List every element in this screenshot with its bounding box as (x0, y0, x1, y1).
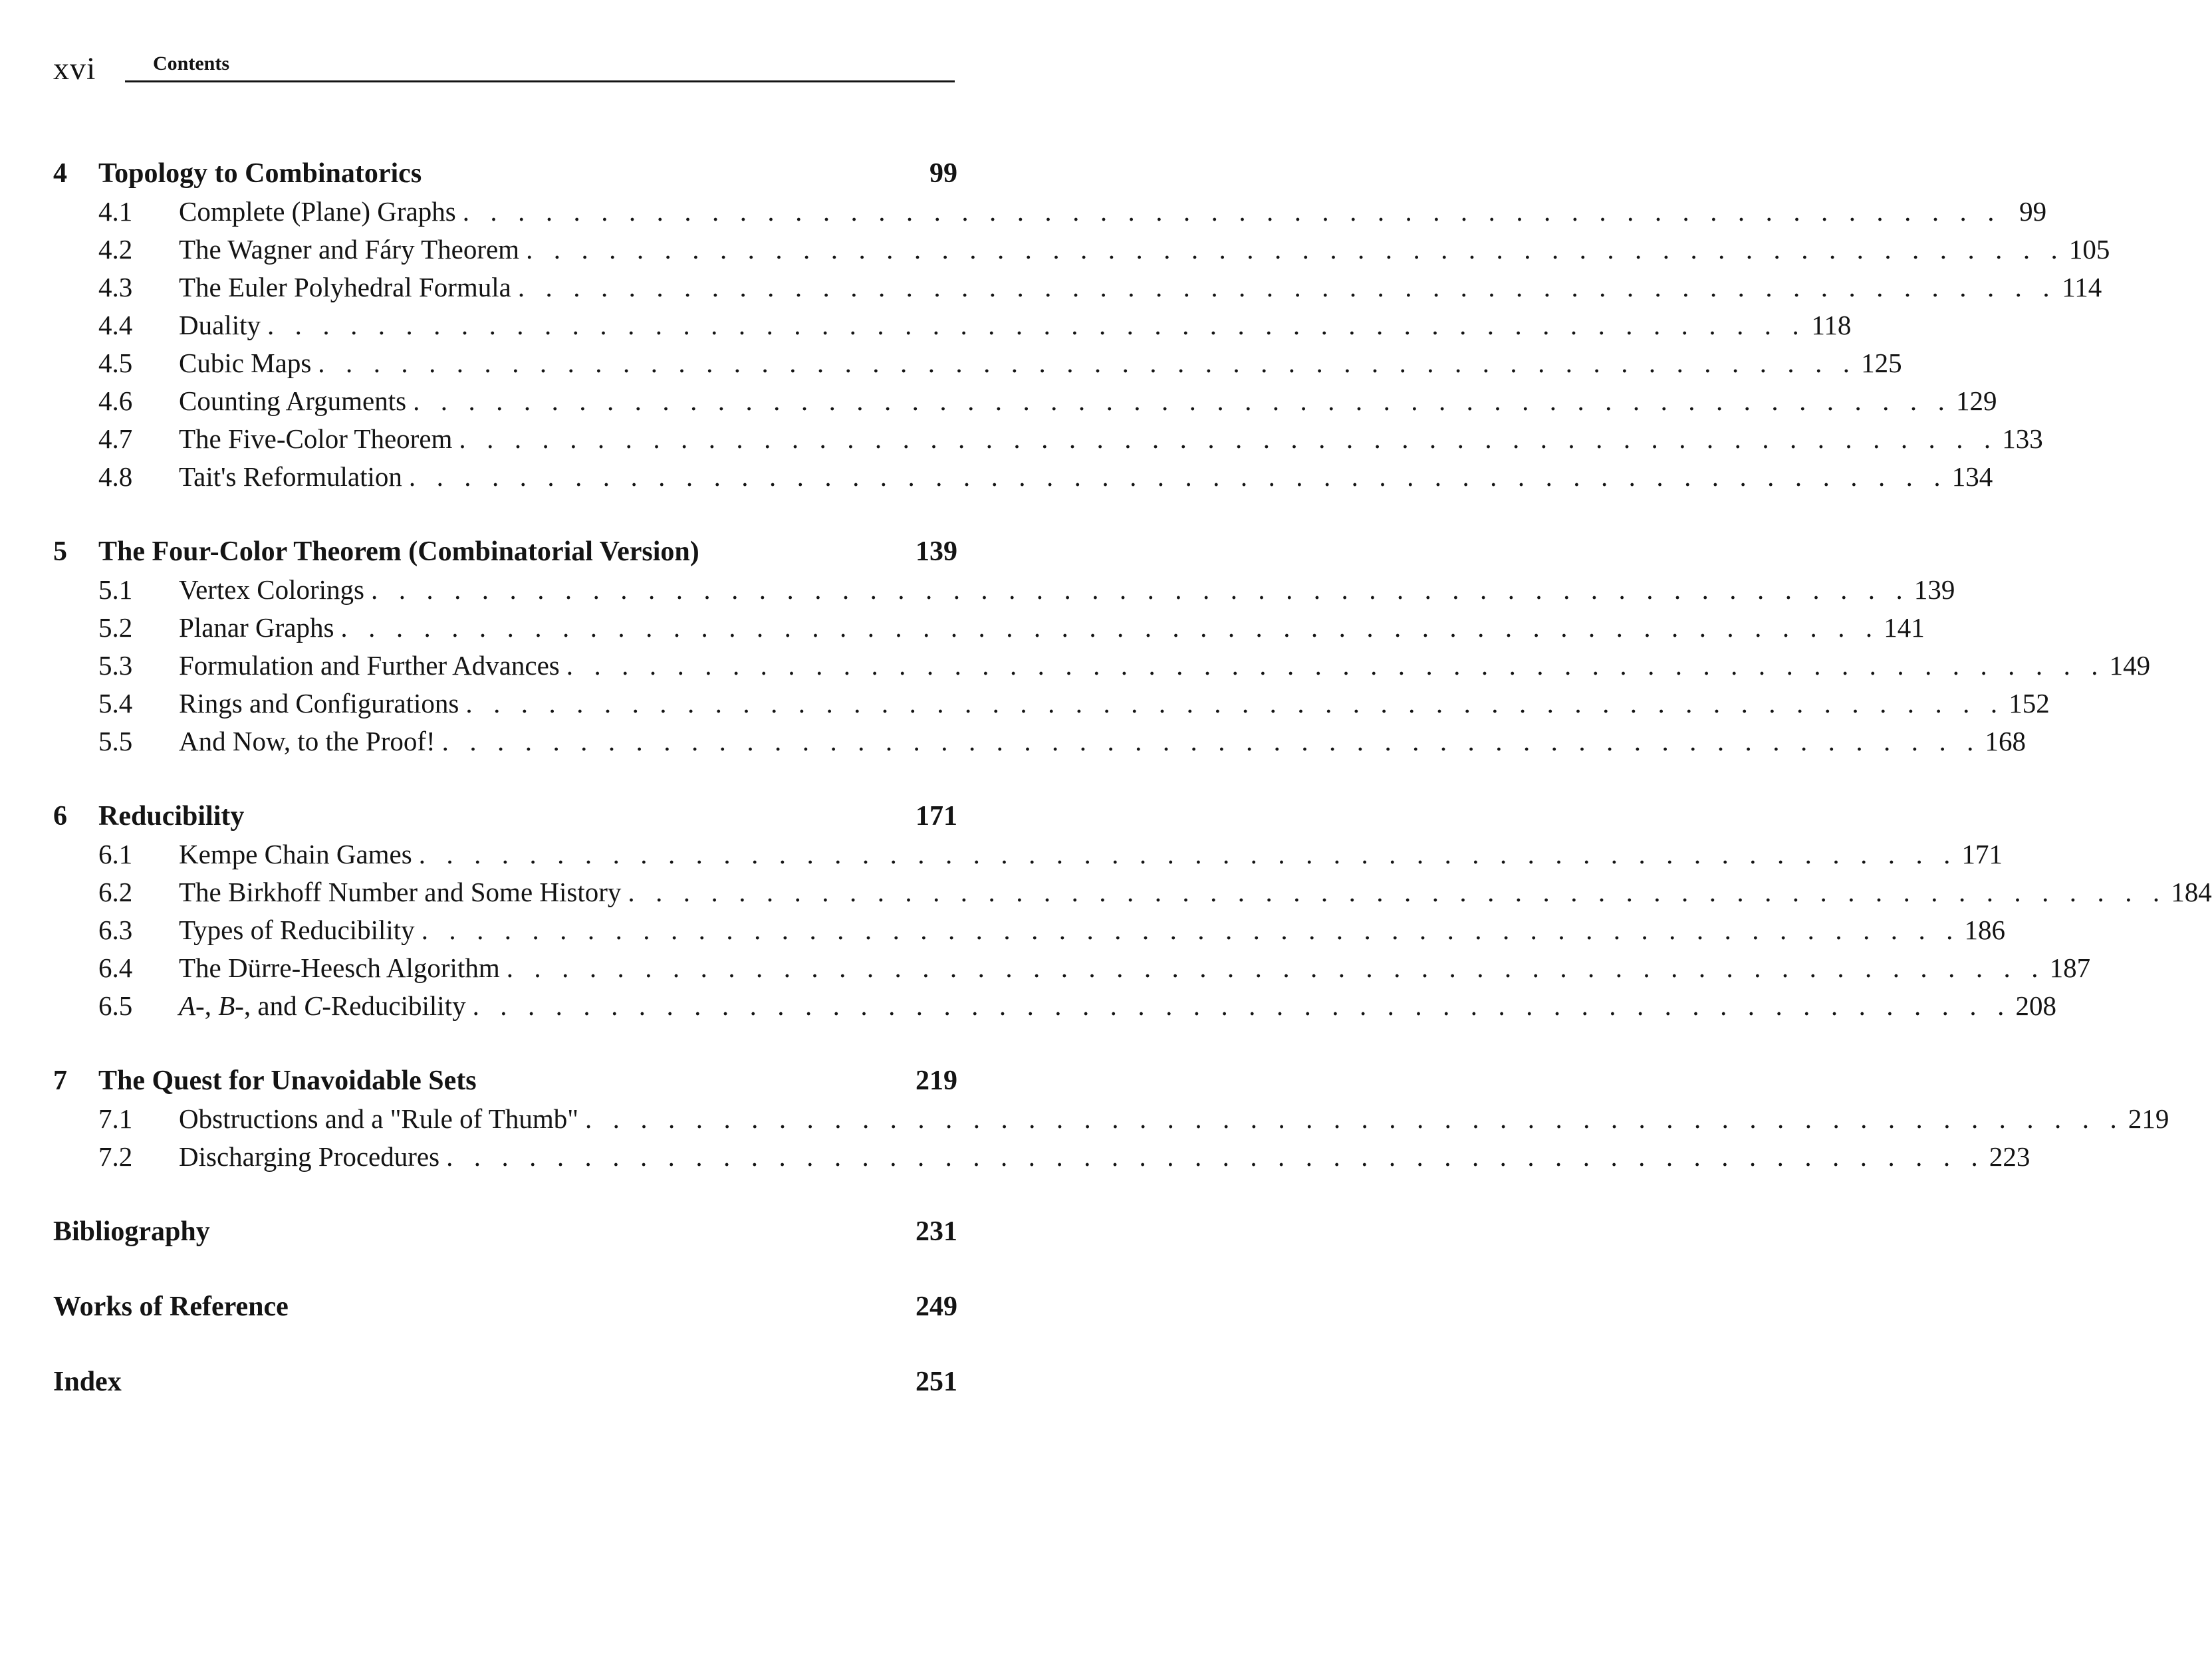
dot-leader: . . . . . . . . . . . . . . . . . . . . . . . . . . . . . . . . . . . . . . . . . . . . . . . . . . . . . . . . (628, 877, 2167, 907)
section-title: Planar Graphs (179, 612, 334, 643)
dot-leader: . . . . . . . . . . . . . . . . . . . . . . . . . . . . . . . . . . . . . . . . . . . . . . . . . . . . . . . . (318, 348, 1857, 378)
section-page-number: 184 (2171, 877, 2212, 907)
chapter-page-number: 171 (916, 801, 957, 832)
chapter-number: 4 (53, 158, 67, 189)
section-title: The Euler Polyhedral Formula (179, 272, 511, 302)
section-title: Counting Arguments (179, 386, 407, 416)
section-title-part: C (303, 990, 322, 1021)
chapter-title: Topology to Combinatorics (98, 158, 422, 189)
section-page-number: 186 (1964, 915, 2006, 945)
section-page-number: 219 (2128, 1103, 2169, 1134)
section-number: 6.3 (98, 915, 133, 945)
section-page-number: 149 (2109, 650, 2151, 681)
section-title-part: -, (195, 990, 219, 1021)
section-number: 4.2 (98, 234, 133, 265)
chapter-number: 6 (53, 801, 67, 832)
section-title: The Birkhoff Number and Some History (179, 877, 622, 907)
chapter-heading (53, 1061, 957, 1100)
chapter-page-number: 99 (929, 158, 957, 189)
toc-section (53, 911, 2006, 949)
dot-leader: . . . . . . . . . . . . . . . . . . . . . . . . . . . . . . . . . . . . . . . . . . . . . . . . . . . . . . . . (506, 952, 2046, 983)
dot-leader: . . . . . . . . . . . . . . . . . . . . . . . . . . . . . . . . . . . . . . . . . . . . . . . . . . . . . . . . (340, 612, 1880, 643)
section-number: 5.1 (98, 574, 133, 605)
toc-section (53, 306, 1852, 344)
dot-leader: . . . . . . . . . . . . . . . . . . . . . . . . . . . . . . . . . . . . . . . . . . . . . . . . . . . . . . . . (421, 915, 1961, 945)
section-page-number: 129 (1955, 386, 1997, 416)
section-page-number: 171 (1961, 839, 2003, 869)
section-number: 4.3 (98, 272, 133, 302)
dot-leader: . . . . . . . . . . . . . . . . . . . . . . . . . . . . . . . . . . . . . . . . . . . . . . . . . . . . . . . . (371, 574, 1910, 605)
toc-section (53, 344, 1902, 382)
section-title: Rings and Configurations (179, 688, 459, 719)
toc-section (53, 231, 2110, 269)
section-number: 4.5 (98, 348, 133, 378)
section-title: Vertex Colorings (179, 574, 364, 605)
section-page-number: 168 (1985, 726, 2027, 756)
toc-chapter (53, 532, 2151, 760)
toc-section (53, 873, 2212, 911)
dot-leader: . . . . . . . . . . . . . . . . . . . . . . . . . . . . . . . . . . . . . . . . . . . . . . . . . . . . . . . . (517, 272, 2057, 302)
chapter-number: 5 (53, 536, 67, 567)
running-header (53, 48, 955, 88)
toc-section (53, 836, 2003, 873)
backmatter-page-number: 231 (916, 1216, 957, 1247)
section-title: Types of Reducibility (179, 915, 415, 945)
section-title: Discharging Procedures (179, 1141, 440, 1172)
section-title: The Five-Color Theorem (179, 423, 453, 454)
section-number: 4.1 (98, 196, 133, 227)
section-title-part: -, and (235, 990, 304, 1021)
toc-section (53, 1138, 2030, 1176)
dot-leader: . . . . . . . . . . . . . . . . . . . . . . . . . . . . . . . . . . . . . . . . . . . . . . . . . . . . . . . . (459, 423, 1998, 454)
section-page-number: 134 (1951, 461, 1993, 492)
dot-leader: . . . . . . . . . . . . . . . . . . . . . . . . . . . . . . . . . . . . . . . . . . . . . . . . . . . . . . . . (267, 310, 1806, 340)
chapter-heading (53, 154, 957, 193)
dot-leader: . . . . . . . . . . . . . . . . . . . . . . . . . . . . . . . . . . . . . . . . . . . . . . . . . . . . . . . . (413, 386, 1952, 416)
chapter-page-number: 219 (916, 1065, 957, 1096)
section-page-number: 125 (1861, 348, 1902, 378)
chapter-title: The Quest for Unavoidable Sets (98, 1065, 477, 1096)
section-number: 5.3 (98, 650, 133, 681)
section-title-part: -Reducibility (322, 990, 466, 1021)
toc-chapter (53, 154, 2110, 496)
section-title: Complete (Plane) Graphs (179, 196, 456, 227)
toc-section (53, 193, 2047, 231)
section-number: 4.4 (98, 310, 133, 340)
backmatter-title: Works of Reference (53, 1291, 289, 1322)
dot-leader: . . . . . . . . . . . . . . . . . . . . . . . . . . . . . . . . . . . . . . . . . . . . . . . . . . . . . . . . (526, 234, 2065, 265)
backmatter-page-number: 249 (916, 1291, 957, 1322)
section-title: Cubic Maps (179, 348, 312, 378)
toc-section (53, 609, 1925, 647)
dot-leader: . . . . . . . . . . . . . . . . . . . . . . . . . . . . . . . . . . . . . . . . . . . . . . . . . . . . . . . . (566, 650, 2106, 681)
section-title: Duality (179, 310, 261, 340)
toc-chapter (53, 797, 2212, 1025)
section-page-number: 99 (2019, 196, 2047, 227)
chapter-number: 7 (53, 1065, 67, 1096)
section-page-number: 114 (2062, 272, 2102, 302)
section-page-number: 223 (1989, 1141, 2030, 1172)
backmatter-page-number: 251 (916, 1367, 957, 1397)
section-page-number: 152 (2009, 688, 2050, 719)
toc-backmatter-bibliography (53, 1212, 957, 1251)
dot-leader: . . . . . . . . . . . . . . . . . . . . . . . . . . . . . . . . . . . . . . . . . . . . . . . . . . . . . . . . (584, 1103, 2124, 1134)
section-title (179, 987, 473, 1025)
dot-leader: . . . . . . . . . . . . . . . . . . . . . . . . . . . . . . . . . . . . . . . . . . . . . . . . . . . . . . . . (465, 688, 2005, 719)
dot-leader: . . . . . . . . . . . . . . . . . . . . . . . . . . . . . . . . . . . . . . . . . . . . . . . . . . . . . . . . (408, 461, 1948, 492)
toc-section (53, 458, 1993, 496)
section-number: 7.1 (98, 1103, 133, 1134)
toc-section (53, 382, 1997, 420)
chapter-heading (53, 797, 957, 836)
dot-leader: . . . . . . . . . . . . . . . . . . . . . . . . . . . . . . . . . . . . . . . . . . . . . . . . . . . . . . . . (446, 1141, 1985, 1172)
chapter-page-number: 139 (916, 536, 957, 567)
dot-leader: . . . . . . . . . . . . . . . . . . . . . . . . . . . . . . . . . . . . . . . . . . . . . . . . . . . . . . . . (418, 839, 1958, 869)
toc-section (53, 1100, 2169, 1138)
section-title-part: A (179, 990, 196, 1021)
section-page-number: 208 (2015, 990, 2056, 1021)
toc-chapter (53, 1061, 2169, 1176)
dot-leader: . . . . . . . . . . . . . . . . . . . . . . . . . . . . . . . . . . . . . . . . . . . . . . . . . . . . . . . . (441, 726, 1981, 756)
section-title: Tait's Reformulation (179, 461, 402, 492)
section-page-number: 105 (2068, 234, 2110, 265)
toc-backmatter-works-of-reference (53, 1287, 957, 1326)
section-number: 6.1 (98, 839, 133, 869)
backmatter-title: Index (53, 1367, 122, 1397)
section-number: 4.6 (98, 386, 133, 416)
section-title: The Wagner and Fáry Theorem (179, 234, 520, 265)
toc-section (53, 987, 2056, 1025)
section-title: Obstructions and a "Rule of Thumb" (179, 1103, 578, 1134)
section-number: 4.8 (98, 461, 133, 492)
section-number: 5.5 (98, 726, 133, 756)
section-title: And Now, to the Proof! (179, 726, 435, 756)
chapter-title: The Four-Color Theorem (Combinatorial Version) (98, 536, 699, 567)
section-number: 6.4 (98, 952, 133, 983)
section-title: Kempe Chain Games (179, 839, 412, 869)
section-number: 7.2 (98, 1141, 133, 1172)
toc-section (53, 571, 1955, 609)
section-page-number: 187 (2049, 952, 2091, 983)
section-number: 4.7 (98, 423, 133, 454)
running-header-title: Contents (153, 53, 230, 74)
section-title: Formulation and Further Advances (179, 650, 560, 681)
section-title-part: B (218, 990, 235, 1021)
section-number: 5.4 (98, 688, 133, 719)
toc-backmatter-index (53, 1363, 957, 1401)
chapter-heading (53, 532, 957, 571)
section-page-number: 133 (2002, 423, 2043, 454)
page-folio: xvi (53, 51, 96, 86)
table-of-contents (53, 154, 2212, 1438)
dot-leader: . . . . . . . . . . . . . . . . . . . . . . . . . . . . . . . . . . . . . . . . . . . . . . . . . . . . . . . . (472, 990, 2011, 1021)
toc-section (53, 949, 2091, 987)
toc-section (53, 685, 2050, 723)
section-page-number: 118 (1811, 310, 1852, 340)
toc-section (53, 269, 2102, 306)
toc-section (53, 420, 2043, 458)
section-page-number: 139 (1913, 574, 1955, 605)
header-rule (125, 80, 955, 82)
toc-section (53, 647, 2151, 685)
section-number: 5.2 (98, 612, 133, 643)
dot-leader: . . . . . . . . . . . . . . . . . . . . . . . . . . . . . . . . . . . . . . . . . . . . . . . . . . . . . . . . (462, 196, 2002, 227)
toc-section (53, 723, 2027, 760)
backmatter-title: Bibliography (53, 1216, 210, 1247)
chapter-title: Reducibility (98, 801, 245, 832)
section-page-number: 141 (1884, 612, 1925, 643)
section-title: The Dürre-Heesch Algorithm (179, 952, 500, 983)
section-number: 6.5 (98, 990, 133, 1021)
section-number: 6.2 (98, 877, 133, 907)
